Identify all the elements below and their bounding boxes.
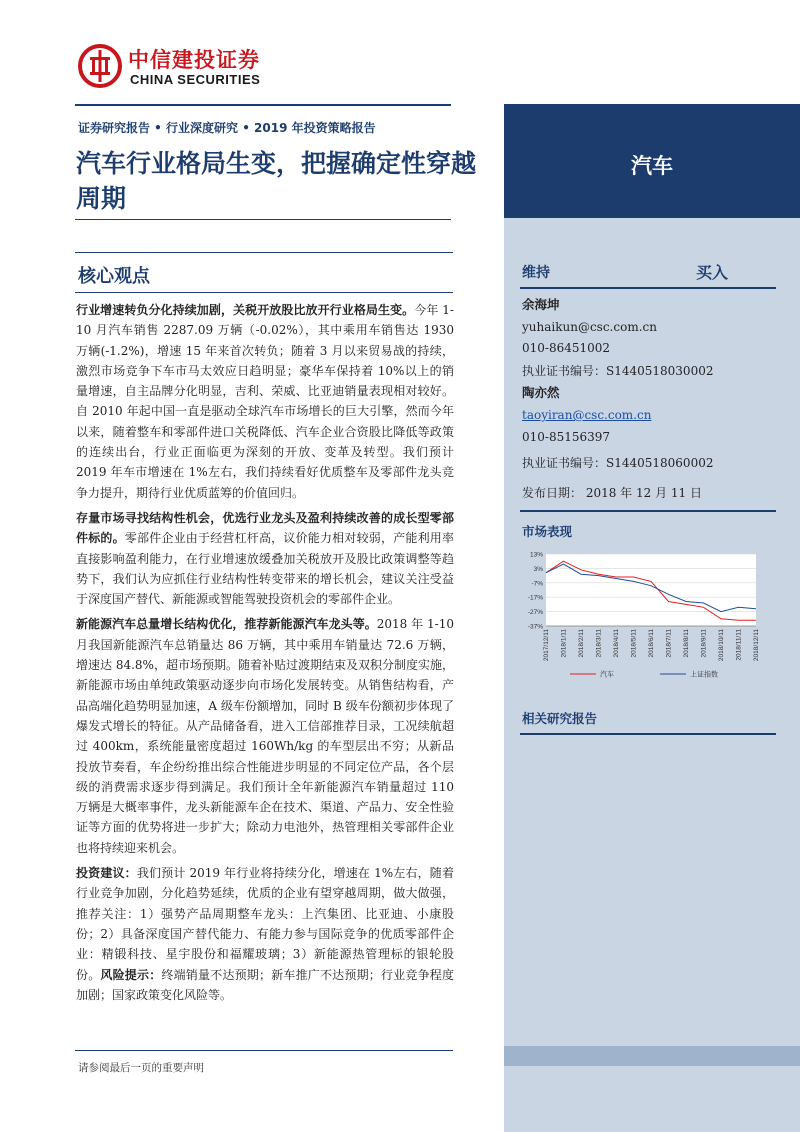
- core-views-heading: 核心观点: [78, 266, 150, 287]
- report-title: 汽车行业格局生变，把握确定性穿越周期: [76, 149, 477, 213]
- analyst-phone: 010-85156397: [522, 430, 611, 444]
- y-tick-label: -17%: [527, 594, 543, 602]
- legend-label: 上证指数: [690, 670, 718, 679]
- paragraph: [76, 300, 454, 503]
- paragraph-text: 2018 年 1-10 月我国新能源汽车总销量达 86 万辆，其中乘用车销量达 72.6 万辆，增速达 84.8%，超市场预期。随着补贴过渡期结束及双积分制度实施，新能源市场由单纯政策驱动逐步向市场化发展转变。从销售结构看，产品高端化趋势明显加速，A 级车份额增加，同时 B 级车份额初步体现了爆发式增长的特征。从产品储备看，进入工信部推荐目录，工况续航超过 400km，系统能量密度超过 160Wh/kg 的车型层出不穷；从新品投放节奏看，车企纷纷推出综合性能进步明显的不同定位产品，各个层级的消费需求逐步得到满足。我们预计全年新能源汽车销量超过 110 万辆是大概率事件，龙头新能源车企在技术、渠道、产品力、安全性验证等方面的优势将进一步扩大；除动力电池外，热管理相关零部件企业也将持续迎来机会。: [76, 617, 454, 855]
- analyst-phone: 010-86451002: [522, 341, 611, 355]
- x-tick-label: 2018/10/11: [718, 629, 725, 662]
- market-performance-heading: 市场表现: [522, 524, 573, 539]
- plot-area: [546, 554, 756, 626]
- y-tick-label: 3%: [533, 565, 543, 573]
- y-tick-label: 13%: [529, 551, 543, 559]
- paragraph-lead: 投资建议：: [76, 866, 137, 881]
- x-tick-label: 2018/6/11: [648, 629, 655, 658]
- disclaimer-note: 请参阅最后一页的重要声明: [78, 1062, 204, 1074]
- analyst-license: 执业证书编号：S1440518030002: [522, 364, 714, 378]
- footer-rule: [75, 1050, 453, 1051]
- x-tick-label: 2018/7/11: [665, 629, 673, 658]
- rating-rule: [520, 287, 776, 289]
- header-rule: [75, 104, 451, 106]
- x-tick-label: 2018/9/11: [700, 629, 708, 658]
- x-tick-label: 2018/5/11: [630, 629, 638, 658]
- x-tick-label: 2017/12/11: [543, 629, 550, 662]
- date-rule: [520, 510, 776, 512]
- brand-name-en: CHINA SECURITIES: [130, 72, 261, 87]
- related-research-heading: 相关研究报告: [522, 711, 598, 726]
- x-tick-label: 2018/11/11: [735, 629, 743, 661]
- analyst-license: 执业证书编号：S1440518060002: [522, 456, 714, 470]
- report-series: 证券研究报告 • 行业深度研究 • 2019 年投资策略报告: [78, 121, 376, 135]
- rating-label: 维持: [522, 265, 550, 281]
- analyst-name: 陶亦然: [522, 385, 560, 400]
- x-tick-label: 2018/2/11: [578, 629, 585, 658]
- title-rule: [75, 219, 451, 220]
- x-tick-label: 2018/1/11: [560, 629, 568, 658]
- x-tick-label: 2018/4/11: [613, 629, 620, 658]
- company-logo: [78, 42, 278, 92]
- paragraph-text: 零部件企业由于经营杠杆高，议价能力相对较弱，产能利用率直接影响盈利能力，在行业增速放缓叠加关税放开及股比政策调整等趋势下，我们认为应抓住行业结构性转变带来的增长机会，建议关注受益于深度国产替代、新能源或智能驾驶投资机会的零部件企业。: [76, 531, 454, 607]
- y-tick-label: -37%: [527, 623, 543, 631]
- analyst-name: 余海坤: [522, 297, 560, 312]
- paragraph: [76, 614, 454, 858]
- paragraph-text: 今年 1-10 月汽车销售 2287.09 万辆（-0.02%），其中乘用车销售达 1930 万辆(-1.2%)，增速 15 年来首次转负；随着 3 月以来贸易战的持续，激烈市场竞争下车市马太效应日趋明显；豪华车保持着 10%以上的销量增速，自主品牌分化明显，吉利、荣威、比亚迪销量表现相对较好。自 2010 年起中国一直是驱动全球汽车市场增长的巨大引擎，然而今年以来，随着整车和零部件进口关税降低、汽车企业合资股比降低等政策的连续出台，行业正面临更为深刻的开放、变革及转型。我们预计 2019 年车市增速在 1%左右，我们持续看好优质整车及零部件龙头竞争力提升，期待行业优质蓝筹的价值回归。: [76, 303, 454, 500]
- paragraph: [76, 863, 454, 1005]
- paragraph-lead: 存量市场寻找结构性机会，优选行业龙头及盈利持续改善的成长型零部件标的。: [76, 510, 454, 546]
- x-tick-label: 2018/3/11: [595, 629, 603, 658]
- market-performance-chart: [520, 546, 776, 686]
- paragraph-text: 我们预计 2019 年行业将持续分化，增速在 1%左右，随着行业竞争加剧，分化趋势延续，优质的企业有望穿越周期，做大做强，推荐关注：1）强势产品周期整车龙头：上汽集团、比亚迪、小康股份；2）具备深度国产替代能力、有能力参与国际竞争的优质零部件企业：精锻科技、星宇股份和福耀玻璃；3）新能源热管理标的银轮股份。: [76, 866, 454, 982]
- y-tick-label: -27%: [527, 609, 543, 617]
- sidebar-bottom-band: [504, 1046, 800, 1066]
- risk-lead: 风险提示：: [100, 967, 162, 982]
- x-tick-label: 2018/8/11: [683, 629, 690, 658]
- main-body: [76, 300, 454, 1010]
- paragraph-lead: 新能源汽车总量增长结构优化，推荐新能源汽车龙头等。: [76, 617, 377, 632]
- risk-text: 终端销量不达预期；新车推广不达预期；行业竞争程度加剧；国家政策变化风险等。: [76, 967, 454, 1002]
- rating-value: 买入: [696, 263, 729, 282]
- paragraph: [76, 508, 454, 609]
- core-rule-top: [75, 252, 453, 253]
- analyst-email-link[interactable]: taoyiran@csc.com.cn: [522, 408, 652, 422]
- related-rule: [520, 733, 776, 735]
- analyst-email[interactable]: yuhaikun@csc.com.cn: [522, 320, 657, 334]
- core-rule-bottom: [75, 292, 453, 293]
- y-tick-label: -7%: [531, 580, 543, 588]
- citic-logo-icon: [78, 44, 122, 88]
- publish-date: 发布日期： 2018 年 12 月 11 日: [522, 486, 702, 500]
- industry-label: 汽车: [631, 154, 673, 178]
- paragraph-lead: 行业增速转负分化持续加剧，关税开放股比放开行业格局生变。: [76, 303, 415, 317]
- legend-label: 汽车: [600, 670, 614, 679]
- brand-name-cn: 中信建投证券: [128, 48, 260, 72]
- x-tick-label: 2018/12/11: [753, 629, 760, 662]
- chart-svg: [520, 546, 776, 686]
